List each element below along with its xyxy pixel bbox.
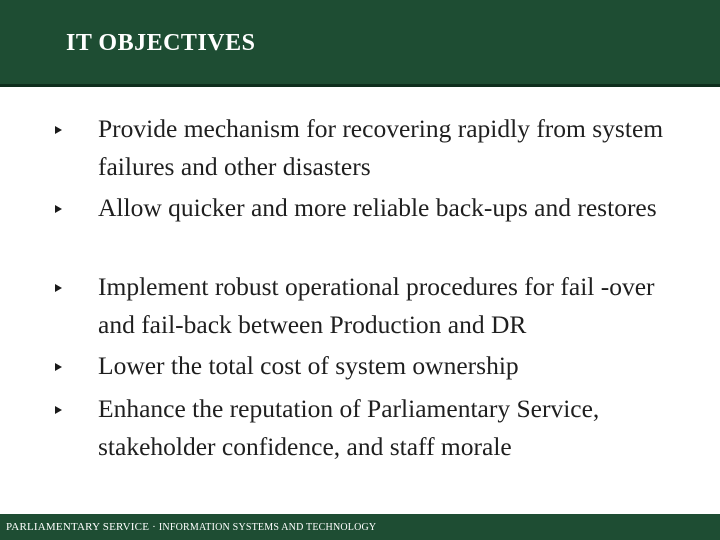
footer-organization: PARLIAMENTARY SERVICE	[6, 521, 150, 533]
triangle-bullet-icon	[55, 363, 62, 371]
bullet-text: Provide mechanism for recovering rapidly from system failures and other disasters	[98, 114, 664, 181]
footer-bar	[0, 514, 720, 540]
footer-department: INFORMATION SYSTEMS AND TECHNOLOGY	[158, 522, 377, 533]
triangle-bullet-icon	[55, 126, 62, 134]
bullet-text: Allow quicker and more reliable back-ups and restores	[98, 193, 657, 222]
bullet-text: Enhance the reputation of Parliamentary Service, stakeholder confidence, and staff morale	[98, 394, 600, 461]
triangle-bullet-icon	[55, 205, 62, 213]
triangle-bullet-icon	[55, 284, 62, 292]
slide-title: IT OBJECTIVES	[66, 30, 256, 56]
footer-text	[6, 521, 376, 533]
bullet-text: Implement robust operational procedures for fail -over and fail-back between Production and DR	[98, 272, 655, 339]
footer-separator: ·	[149, 521, 159, 533]
triangle-bullet-icon	[55, 406, 62, 414]
title-bar	[0, 0, 720, 87]
bullet-text: Lower the total cost of system ownership	[98, 351, 519, 380]
